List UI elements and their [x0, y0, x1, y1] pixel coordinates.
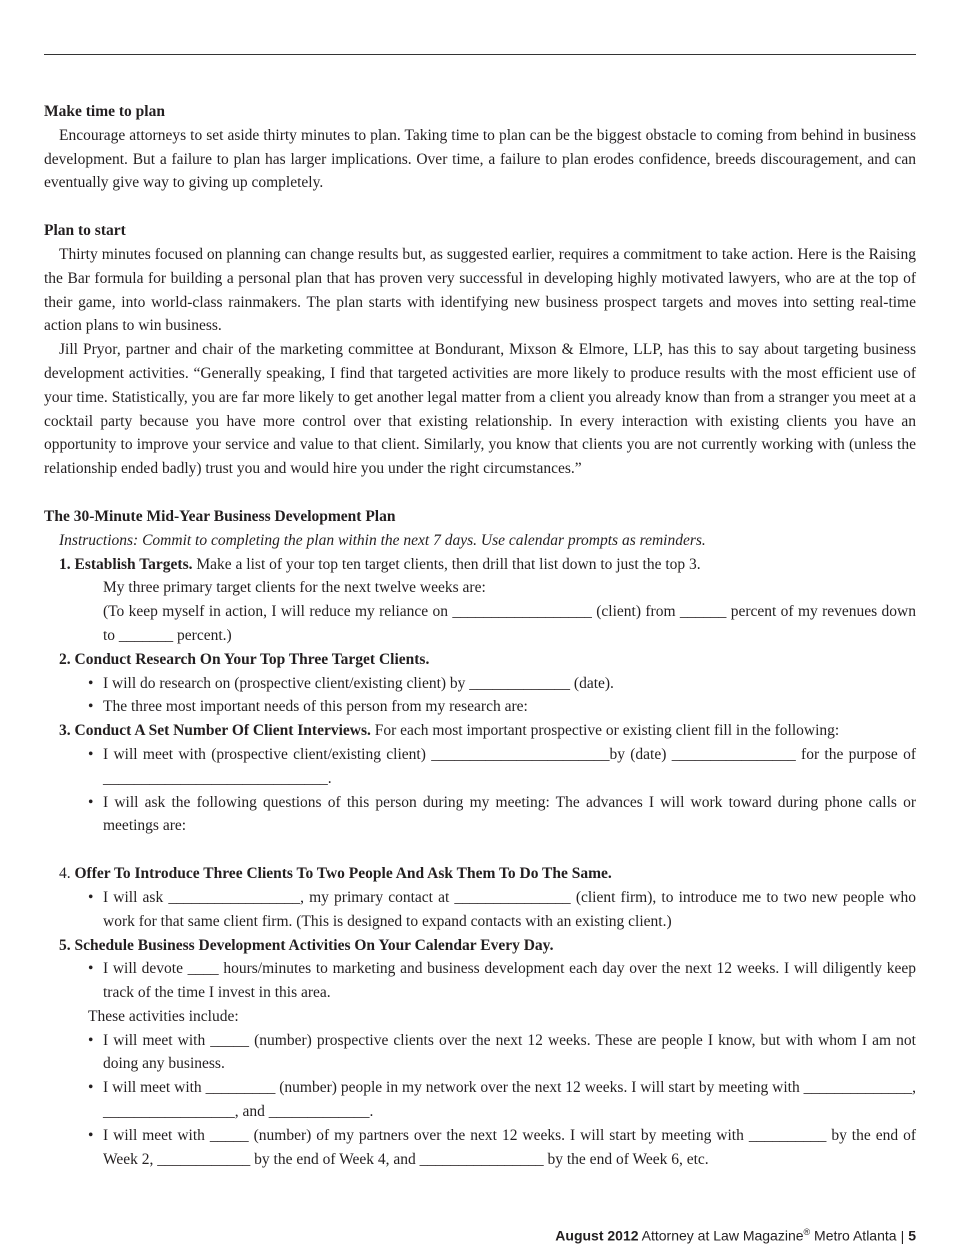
step-5-bullet-2: • I will meet with _____ (number) prospective clients over the next 12 weeks. These are people I know, but with whom I am not doing any business. — [44, 1029, 916, 1077]
step-5-bullet-3: • I will meet with _________ (number) people in my network over the next 12 weeks. I will start by meeting with ______________, _________________, and _____________. — [44, 1076, 916, 1124]
footer-city: Metro Atlanta — [810, 1227, 897, 1244]
plan-instructions: Instructions: Commit to completing the plan within the next 7 days. Use calendar prompts as reminders. — [59, 531, 706, 549]
step-1-text: Make a list of your top ten target clients, then drill that list down to just the top 3. — [192, 555, 701, 573]
step-3-title: 3. Conduct A Set Number Of Client Interviews. — [59, 722, 371, 740]
step-5-title: 5. Schedule Business Development Activities On Your Calendar Every Day. — [59, 936, 554, 954]
step-2-bullet-1: • I will do research on (prospective client/existing client) by _____________ (date). — [44, 672, 916, 696]
step-3-text: For each most important prospective or existing client fill in the following: — [370, 722, 840, 740]
step-1-line-2: (To keep myself in action, I will reduce my reliance on __________________ (client) from ______ percent of my revenues down to _______ percent.) — [103, 603, 916, 644]
section-heading-plan-to-start: Plan to start — [44, 222, 126, 240]
step-2-bullet-2: • The three most important needs of this person from my research are: — [44, 695, 916, 719]
paragraph-plan-to-start: Thirty minutes focused on planning can change results but, as suggested earlier, requires a commitment to take action. Here is the Raising the Bar formula for building a personal plan that has proven very successful in developing highly motivated lawyers, who are at the top of their game, into world-class rainmakers. The plan starts with identifying new business prospect targets and moves into setting real-time action plans to win business. — [44, 245, 916, 335]
paragraph-make-time: Encourage attorneys to set aside thirty minutes to plan. Taking time to plan can be the biggest obstacle to coming from behind in business development. But a failure to plan has larger implications. Over time, a failure to plan erodes confidence, breeds discouragement, and can eventually give way to giving up completely. — [44, 126, 916, 192]
step-3-bullet-2: • I will ask the following questions of this person during my meeting: The advances I will work toward during phone calls or meetings are: — [44, 791, 916, 839]
footer-registered-mark: ® — [803, 1227, 811, 1237]
header-rule — [44, 54, 916, 55]
step-5-bullet-1: • I will devote ____ hours/minutes to marketing and business development each day over the next 12 weeks. I will diligently keep track of the time I invest in this area. — [44, 957, 916, 1005]
step-3-bullet-1: • I will meet with (prospective client/existing client) _______________________by (date) ________________ for the purpose of _____________________________. — [44, 743, 916, 791]
step-4-title: Offer To Introduce Three Clients To Two People And Ask Them To Do The Same. — [74, 865, 612, 883]
step-1 — [44, 553, 916, 577]
step-5-activities: These activities include: — [88, 1007, 239, 1025]
step-4 — [44, 862, 916, 886]
footer-date: August 2012 — [555, 1227, 639, 1244]
article-body — [44, 100, 916, 1171]
footer-separator: | — [900, 1227, 905, 1244]
step-5 — [44, 934, 916, 958]
paragraph-quote: Jill Pryor, partner and chair of the marketing committee at Bondurant, Mixson & Elmore, LLP, has this to say about targeting business development activities. “Generally speaking, I find that targeted activities are more likely to produce results with the most efficient use of your time. Statistically, you are far more likely to get another legal matter from a client you already know than from a stranger you meet at a cocktail party because you have more control over that existing relationship. In every interaction with existing clients you have an opportunity to improve your service and value to that client. Similarly, you know that clients you are not currently working with (unless the relationship ended badly) trust you and would hire you under the right circumstances.” — [44, 341, 916, 478]
step-4-bullet-1: • I will ask _________________, my primary contact at _______________ (client firm), to introduce me to two new people who work for that same client firm. (This is designed to expand contacts with an existing client.) — [44, 886, 916, 934]
step-2-title: 2. Conduct Research On Your Top Three Target Clients. — [59, 650, 430, 668]
step-1-title: 1. Establish Targets. — [59, 555, 193, 573]
page-footer — [555, 1221, 916, 1248]
step-2 — [44, 648, 916, 672]
step-4-number: 4. — [59, 865, 75, 883]
step-5-bullet-4: • I will meet with _____ (number) of my partners over the next 12 weeks. I will start by meeting with __________ by the end of Week 2, ____________ by the end of Week 4, and ________________ by the end of Week 6, etc. — [44, 1124, 916, 1172]
footer-publication: Attorney at Law Magazine — [641, 1227, 804, 1244]
step-1-line-1: My three primary target clients for the next twelve weeks are: — [103, 579, 486, 597]
plan-heading: The 30-Minute Mid-Year Business Development Plan — [44, 507, 396, 525]
section-heading-make-time: Make time to plan — [44, 103, 165, 120]
step-3 — [44, 719, 916, 743]
footer-page-number: 5 — [908, 1227, 916, 1244]
